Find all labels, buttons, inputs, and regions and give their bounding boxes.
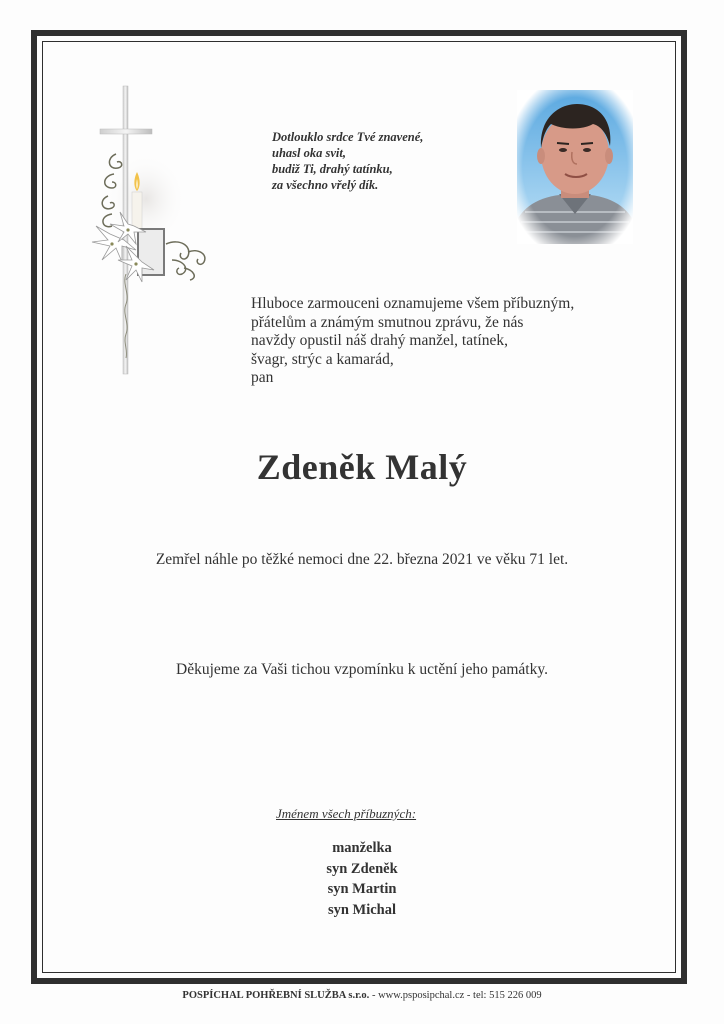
announcement-line: pan (251, 369, 274, 386)
announcement (251, 295, 651, 388)
announcement-line: Hluboce zarmouceni oznamujeme všem příbuzným, (251, 295, 575, 312)
footer-website[interactable]: www.psposipchal.cz (378, 990, 465, 1001)
family-member: manželka (332, 840, 392, 856)
deceased-name: Zdeněk Malý (256, 447, 468, 487)
poem-line: za všechno vřelý dík. (272, 178, 379, 192)
death-notice: Zemřel náhle po těžké nemoci dne 22. března 2021 ve věku 71 let. (155, 551, 569, 568)
family-member: syn Martin (327, 881, 397, 897)
portrait-photo (517, 90, 633, 244)
footer-phone: tel: 515 226 009 (473, 990, 542, 1001)
footer-company: POSPÍCHAL POHŘEBNÍ SLUŽBA s.r.o. (182, 990, 370, 1001)
family-member: syn Zdeněk (326, 860, 398, 877)
cross-with-lilies-icon (88, 84, 220, 376)
poem-line: uhasl oka svit, (272, 146, 346, 160)
family-list (0, 838, 724, 920)
announcement-line: navždy opustil náš drahý manžel, tatínek, (251, 332, 508, 349)
family-heading (276, 806, 476, 822)
family-heading-text: Jménem všech příbuzných: (276, 806, 417, 821)
footer-separator: - (466, 990, 474, 1001)
announcement-line: švagr, strýc a kamarád, (251, 350, 394, 368)
thanks-text: Děkujeme za Vaši tichou vzpomínku k uctění jeho památky. (176, 661, 548, 678)
poem-line: Dotlouklo srdce Tvé znavené, (272, 130, 424, 144)
announcement-line: přátelům a známým smutnou zprávu, že nás (251, 313, 524, 331)
footer (0, 990, 724, 1001)
poem-line: budiž Ti, drahý tatínku, (272, 162, 393, 176)
poem (272, 129, 492, 193)
family-member: syn Michal (327, 901, 397, 918)
footer-separator: - (371, 990, 379, 1001)
